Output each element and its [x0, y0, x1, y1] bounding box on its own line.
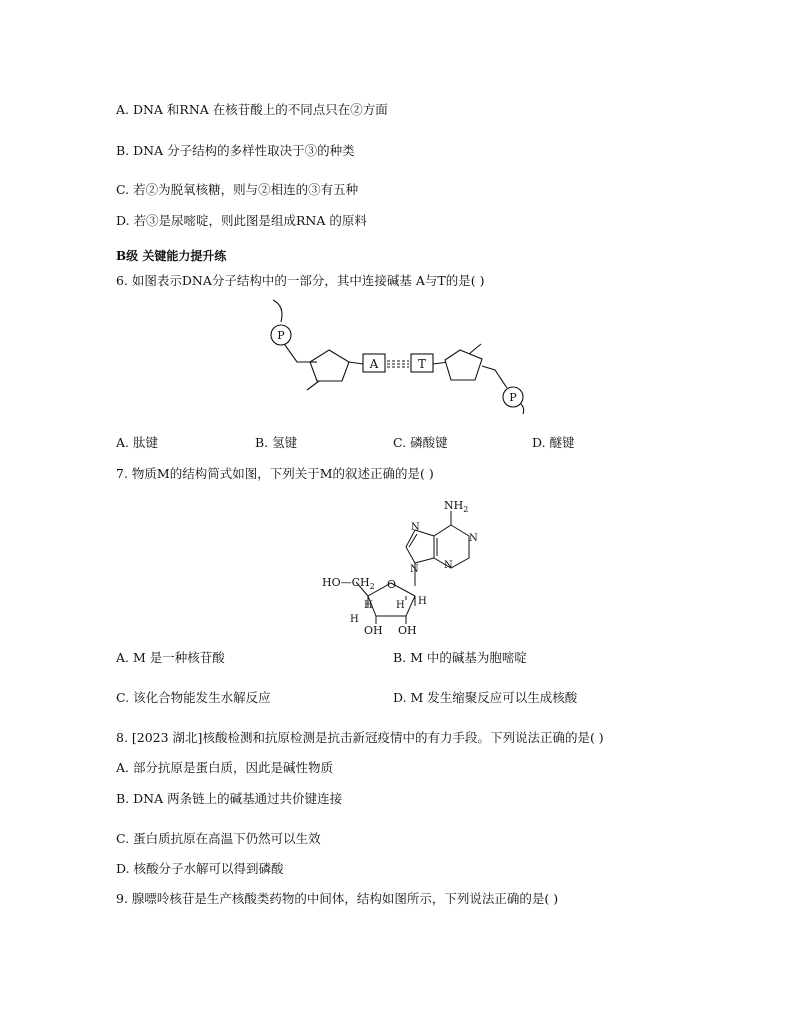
ring-oxygen-label: O [387, 578, 397, 591]
n3-label: N [444, 560, 453, 571]
q6-option-a: A. 肽键 [116, 435, 158, 450]
h-label-4: H [418, 596, 427, 607]
section-title: B级 关键能力提升练 [116, 249, 227, 263]
h-label-2: H [396, 600, 405, 611]
q9-stem: 9. 腺嘌呤核苷是生产核酸类药物的中间体，结构如图所示，下列说法正确的是( ) [116, 891, 559, 906]
q6-dna-fragment-figure [255, 292, 545, 414]
q5-option-b: B. DNA 分子结构的多样性取决于③的种类 [116, 143, 355, 158]
q7-option-c: C. 该化合物能发生水解反应 [116, 690, 271, 705]
q8-option-c: C. 蛋白质抗原在高温下仍然可以生效 [116, 831, 321, 846]
q7-option-b: B. M 中的碱基为胞嘧啶 [393, 650, 527, 665]
base-t-label: T [417, 357, 427, 371]
ho-ch2-label: $HO—CH_2$ [322, 576, 375, 591]
q6-option-c: C. 磷酸键 [393, 435, 448, 450]
q7-option-a: A. M 是一种核苷酸 [116, 650, 225, 665]
q5-option-d: D. 若③是尿嘧啶，则此图是组成RNA 的原料 [116, 213, 367, 228]
n1-label: N [469, 533, 478, 544]
oh-label-2: OH [398, 624, 417, 637]
q8-stem: 8. [2023 湖北]核酸检测和抗原检测是抗击新冠疫情中的有力手段。下列说法正确的是( ) [116, 730, 604, 745]
q7-option-d: D. M 发生缩聚反应可以生成核酸 [393, 690, 578, 705]
q6-option-d: D. 醚键 [532, 435, 575, 450]
q6-stem: 6. 如图表示DNA分子结构中的一部分，其中连接碱基 A与T的是( ) [116, 273, 485, 288]
n7-label: N [411, 522, 420, 533]
q6-option-b: B. 氢键 [255, 435, 298, 450]
oh-label-1: OH [364, 624, 383, 637]
q8-option-a: A. 部分抗原是蛋白质，因此是碱性物质 [116, 760, 333, 775]
h-label-1: H [364, 600, 373, 611]
q8-option-b: B. DNA 两条链上的碱基通过共价键连接 [116, 791, 343, 806]
q5-option-c: C. 若②为脱氧核糖，则与②相连的③有五种 [116, 182, 359, 197]
q5-option-a: A. DNA 和RNA 在核苷酸上的不同点只在②方面 [116, 102, 388, 117]
q7-stem: 7. 物质M的结构简式如图，下列关于M的叙述正确的是( ) [116, 466, 434, 481]
q7-adenosine-structure-figure [318, 496, 488, 642]
base-a-label: A [369, 357, 379, 371]
q8-option-d: D. 核酸分子水解可以得到磷酸 [116, 861, 284, 876]
nh2-label: $NH_2$ [444, 499, 469, 514]
phosphate-left-label: P [277, 329, 285, 342]
n9-label: N [410, 564, 419, 575]
h-label-3: H [350, 614, 359, 625]
phosphate-right-label: P [509, 391, 517, 404]
